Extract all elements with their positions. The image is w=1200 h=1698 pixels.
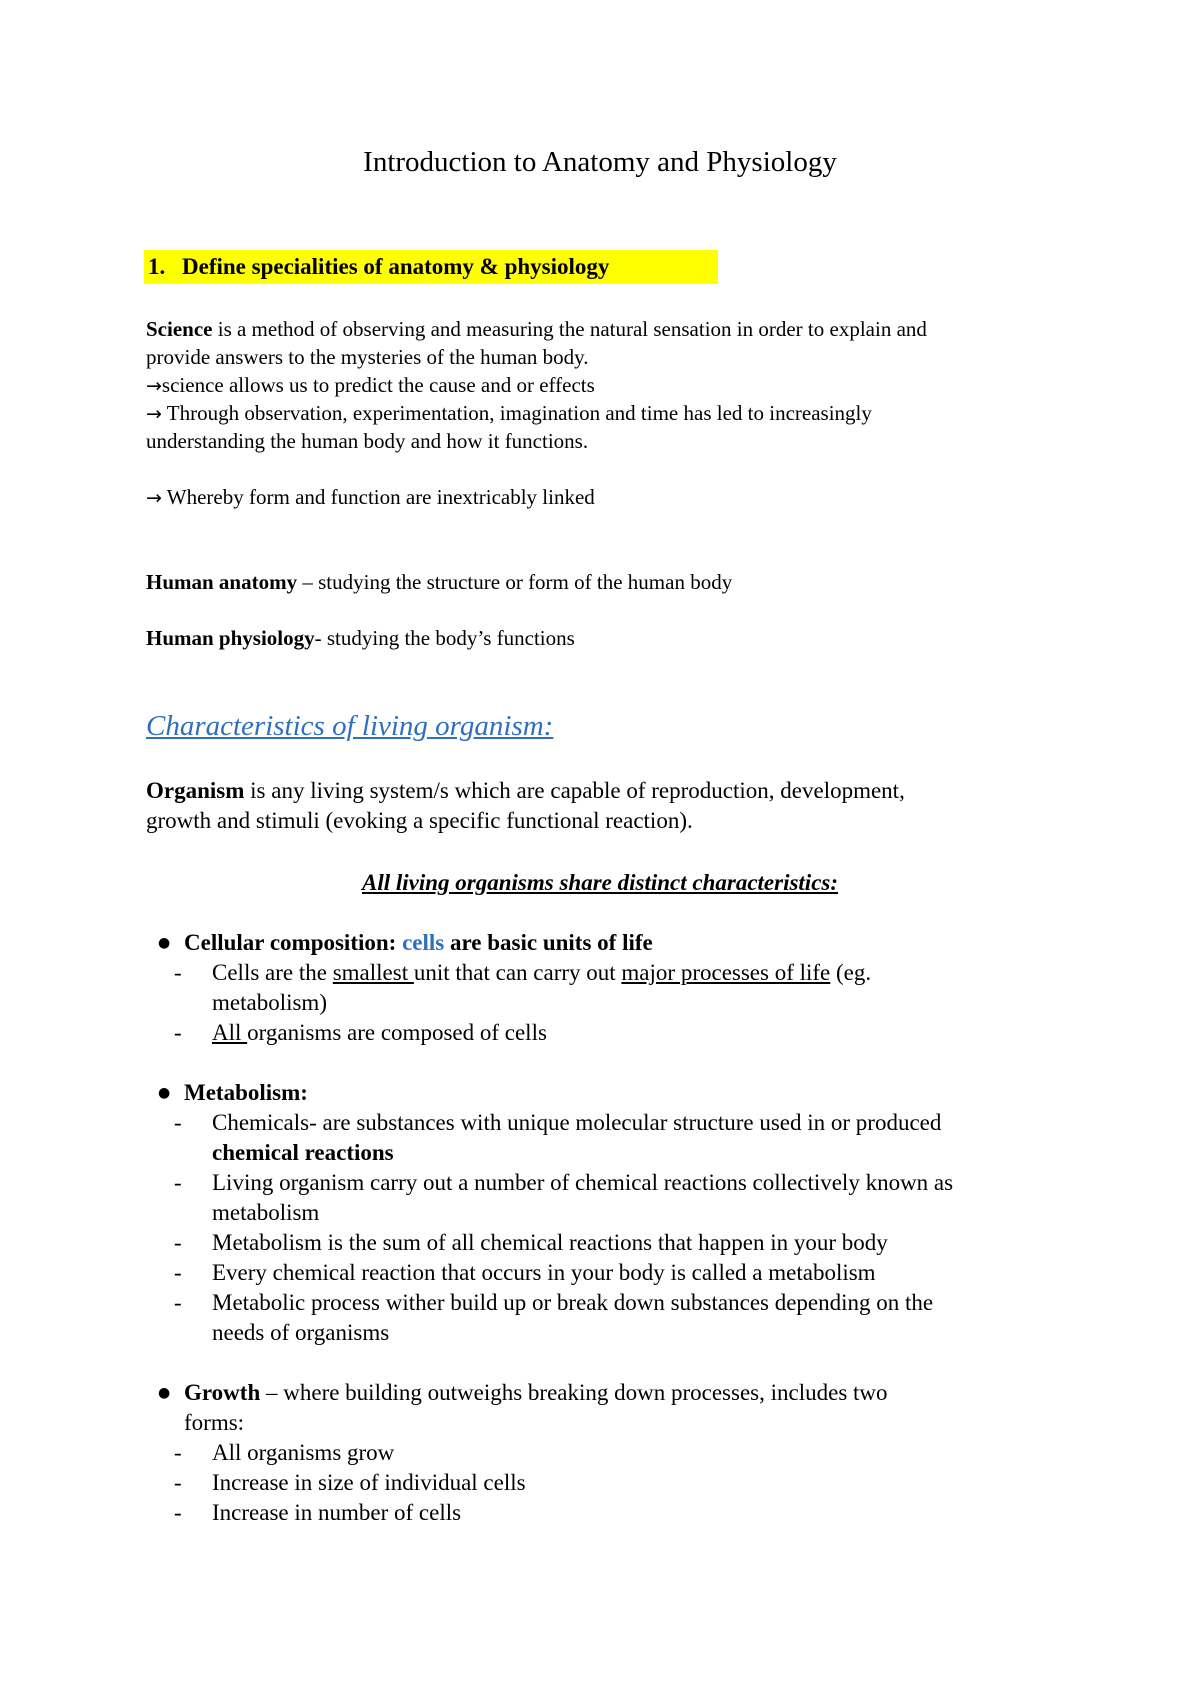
dash-marker: - [174,1230,182,1255]
right-arrow-icon: → [146,375,162,397]
science-point-observation: → Through observation, experimentation, imagination and time has led to increasingly [146,401,872,425]
dash-marker: - [174,1170,182,1195]
growth-term: Growth [184,1380,261,1405]
bullet-icon: ● [158,1385,171,1401]
section-heading-specialities [148,250,609,284]
dash-marker: - [174,1500,182,1525]
dash-marker: - [174,960,182,985]
cellular-term: Cellular composition: [184,930,397,955]
dash-marker: - [174,1290,182,1315]
metabolism-term: Metabolism: [184,1080,308,1105]
definition-anatomy: Human anatomy – studying the structure or form of the human body [146,570,733,594]
science-point-form-function: → Whereby form and function are inextricably linked [146,485,595,509]
bullet-icon: ● [158,935,171,951]
science-term: Science [146,317,213,341]
section-heading-text: Define specialities of anatomy & physiology [182,254,610,279]
science-paragraph-line1: Science is a method of observing and measuring the natural sensation in order to explain and [146,317,927,341]
page-title: Introduction to Anatomy and Physiology [363,146,837,178]
organism-term: Organism [146,778,245,803]
physiology-term: Human physiology [146,626,315,650]
dash-marker: - [174,1110,182,1135]
shared-characteristics-heading: All living organisms share distinct characteristics: [361,870,839,895]
right-arrow-icon: → [146,487,162,509]
science-paragraph-line2: provide answers to the mysteries of the human body. [146,345,589,369]
dash-marker: - [174,1470,182,1495]
science-point-observation-line2: understanding the human body and how it functions. [146,429,589,453]
science-point-predict: →science allows us to predict the cause and or effects [146,373,595,397]
growth-line2: forms: [184,1410,245,1435]
dash-marker: - [174,1440,182,1465]
anatomy-term: Human anatomy [146,570,298,594]
dash-marker: - [174,1260,182,1285]
document-page: Introduction to Anatomy and Physiology 1. Define specialities of anatomy & physiology Science is a method of observing and measuring the natural sensation in order to explain and provide answers to the mysteries of the human body. →science allows us to predict the cause and or effects → Through observation, experimentation, imagination and time has led to increasingly understanding the human body and how it functions. → Whereby form and function are inextricably linked Human anatomy – studying the structure or form of the human body Human physiology- studying the body’s functions Characteristics of living organism: Organism is any living system/s which are capable of reproduction, development, growth and stimuli (evoking a specific functional reaction). All living organisms share distinct characteristics: ● Cellular composition: cells are basic units of life - Cells are the smallest unit that can carry out major processes of life (eg. metabolism) - All organisms are composed of cells ● Metabolism: - Chemicals- are substances with unique molecular structure used in or produced chemical reactions - Living organism carry out a number of chemical reactions collectively known as metabolism - Metabolism is the sum of all chemical reactions that happen in your body - Every chemical reaction that occurs in your body is called a metabolism - Metabolic process wither build up or break down substances depending on the needs of organisms ● Growth – where building outweighs breaking down processes, includes two forms: - All organisms grow - Increase in size of individual cells - Increase in number of cells [0,0,1200,1698]
dash-marker: - [174,1020,182,1045]
definition-physiology: Human physiology- studying the body’s functions [146,626,575,650]
section-heading-characteristics: Characteristics of living organism: [146,710,554,742]
bullet-icon: ● [158,1085,171,1101]
cells-keyword: cells [402,930,445,955]
organism-paragraph-line1: Organism is any living system/s which are capable of reproduction, development, [146,778,905,803]
organism-paragraph-line2: growth and stimuli (evoking a specific functional reaction). [146,808,693,833]
section-number: 1. [148,254,166,279]
right-arrow-icon: → [146,403,162,425]
